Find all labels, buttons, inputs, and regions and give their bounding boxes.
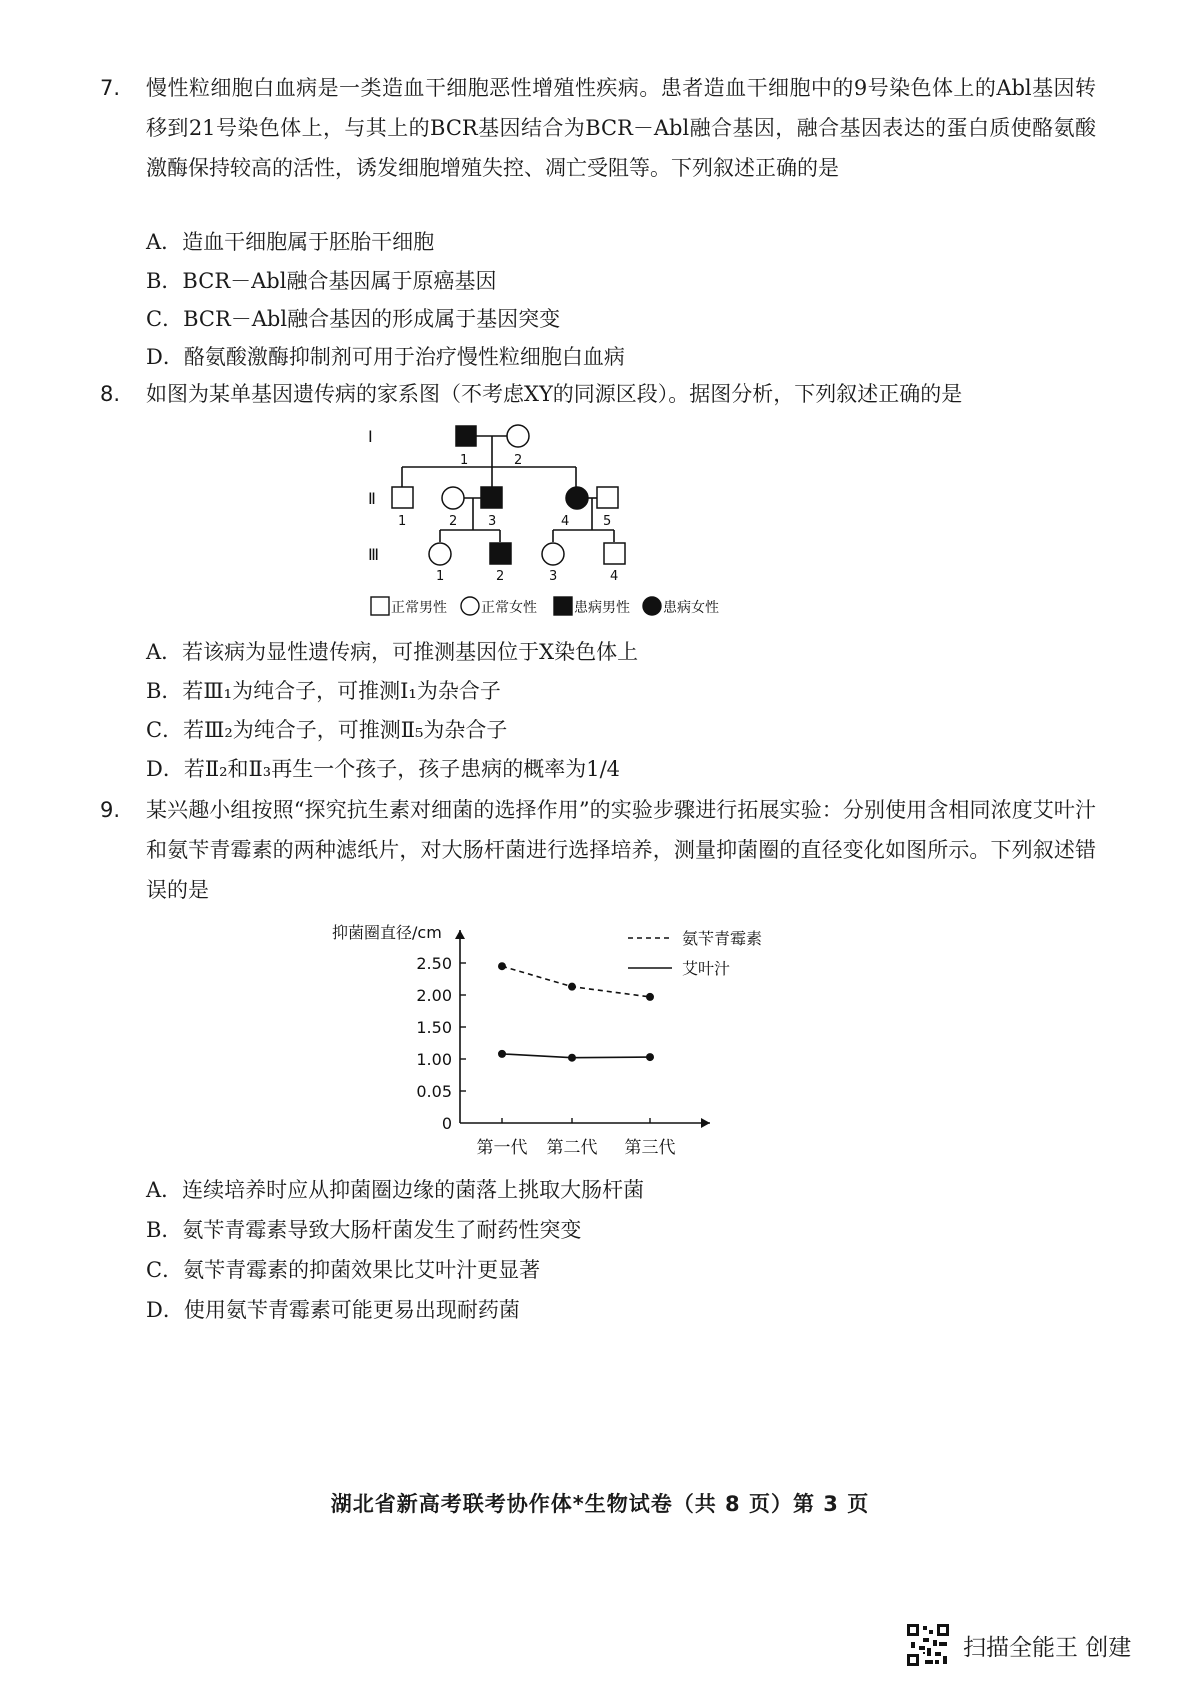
individual-number: 4: [610, 569, 619, 584]
individual-number: 4: [561, 514, 570, 529]
normal-male: [604, 543, 625, 564]
normal-male: [597, 487, 618, 508]
question-number: 8.: [100, 382, 121, 406]
question-number: 9.: [100, 798, 121, 822]
data-point: [498, 1050, 506, 1058]
affected-male: [481, 487, 502, 508]
legend-affected-female-icon: [643, 597, 661, 615]
option-c: C．氨苄青霉素的抑菌效果比艾叶汁更显著: [146, 1258, 541, 1282]
normal-female: [429, 543, 451, 565]
scanner-watermark: [905, 1620, 1175, 1670]
qr-code-icon: [905, 1622, 951, 1668]
data-point: [646, 1053, 654, 1061]
x-tick-label: 第三代: [624, 1138, 676, 1158]
x-tick-label: 第一代: [476, 1138, 528, 1158]
generation-label: Ⅲ: [368, 545, 380, 564]
series-line-1: [502, 966, 650, 997]
option-b: B．若Ⅲ₁为纯合子，可推测Ⅰ₁为杂合子: [146, 679, 501, 703]
generation-label: Ⅱ: [368, 489, 376, 508]
individual-number: 1: [436, 569, 445, 584]
x-tick-label: 第二代: [546, 1138, 598, 1158]
affected-male: [490, 543, 511, 564]
question-stem: 如图为某单基因遗传病的家系图（不考虑XY的同源区段）。据图分析，下列叙述正确的是: [146, 382, 963, 406]
option-d: D．使用氨苄青霉素可能更易出现耐药菌: [146, 1298, 520, 1322]
affected-female: [566, 487, 588, 509]
data-point: [568, 1054, 576, 1062]
data-point: [646, 993, 654, 1001]
legend-label: 氨苄青霉素: [682, 929, 763, 948]
option-d: D．酪氨酸激酶抑制剂可用于治疗慢性粒细胞白血病: [146, 345, 625, 369]
y-axis-label: 抑菌圈直径/cm: [332, 923, 442, 942]
affected-male: [456, 426, 476, 446]
individual-number: 5: [603, 514, 612, 529]
option-a: A．若该病为显性遗传病，可推测基因位于X染色体上: [146, 640, 639, 664]
pedigree-chart: [360, 415, 760, 625]
legend-label: 正常女性: [481, 600, 537, 616]
question-9: [100, 790, 1100, 910]
normal-female: [442, 487, 464, 509]
normal-female: [542, 543, 564, 565]
generation-label: Ⅰ: [368, 427, 373, 446]
individual-number: 3: [549, 569, 558, 584]
option-c: C．若Ⅲ₂为纯合子，可推测Ⅱ₅为杂合子: [146, 718, 508, 742]
y-tick-label: 1.50: [416, 1018, 452, 1037]
y-tick-label: 1.00: [416, 1050, 452, 1069]
legend-label: 患病女性: [663, 600, 719, 616]
question-stem: 慢性粒细胞白血病是一类造血干细胞恶性增殖性疾病。患者造血干细胞中的9号染色体上的Abl基因转移到21号染色体上，与其上的BCR基因结合为BCR－Abl融合基因，融合基因表达的蛋白质使酪氨酸激酶保持较高的活性，诱发细胞增殖失控、凋亡受阻等。下列叙述正确的是: [146, 76, 1096, 180]
individual-number: 3: [488, 514, 497, 529]
legend-normal-male-icon: [371, 597, 389, 615]
y-tick-label: 2.00: [416, 986, 452, 1005]
question-number: 7.: [100, 76, 121, 100]
option-b: B．BCR－Abl融合基因属于原癌基因: [146, 269, 497, 293]
question-7: [100, 68, 1100, 228]
data-point: [498, 962, 506, 970]
y-tick-label: 2.50: [416, 954, 452, 973]
legend-label: 艾叶汁: [682, 959, 731, 978]
individual-number: 1: [460, 453, 469, 468]
normal-female: [507, 425, 529, 447]
scanner-label: 扫描全能王 创建: [963, 1634, 1132, 1661]
page-footer: 湖北省新高考联考协作体*生物试卷（共 8 页）第 3 页: [330, 1492, 870, 1516]
y-axis-arrow-icon: [455, 930, 465, 939]
y-tick-label: 0.05: [416, 1082, 452, 1101]
option-a: A．造血干细胞属于胚胎干细胞: [146, 230, 435, 254]
legend-label: 正常男性: [391, 600, 447, 616]
y-tick-label: 0: [441, 1114, 452, 1133]
individual-number: 2: [449, 514, 458, 529]
question-8: [100, 374, 1100, 414]
legend-normal-female-icon: [461, 597, 479, 615]
option-a: A．连续培养时应从抑菌圈边缘的菌落上挑取大肠杆菌: [146, 1178, 645, 1202]
individual-number: 1: [398, 514, 407, 529]
legend-label: 患病男性: [574, 600, 630, 616]
series-line-2: [502, 1054, 650, 1058]
option-d: D．若Ⅱ₂和Ⅱ₃再生一个孩子，孩子患病的概率为1/4: [146, 757, 621, 781]
individual-number: 2: [496, 569, 505, 584]
individual-number: 2: [514, 453, 523, 468]
option-b: B．氨苄青霉素导致大肠杆菌发生了耐药性突变: [146, 1218, 582, 1242]
x-axis-arrow-icon: [701, 1118, 710, 1128]
data-point: [568, 983, 576, 991]
line-chart: [320, 910, 800, 1170]
normal-male: [392, 487, 413, 508]
question-stem: 某兴趣小组按照“探究抗生素对细菌的选择作用”的实验步骤进行拓展实验：分别使用含相同浓度艾叶汁和氨苄青霉素的两种滤纸片，对大肠杆菌进行选择培养，测量抑菌圈的直径变化如图所示。下列叙述错误的是: [146, 798, 1096, 902]
option-c: C．BCR－Abl融合基因的形成属于基因突变: [146, 307, 561, 331]
legend-affected-male-icon: [554, 597, 572, 615]
